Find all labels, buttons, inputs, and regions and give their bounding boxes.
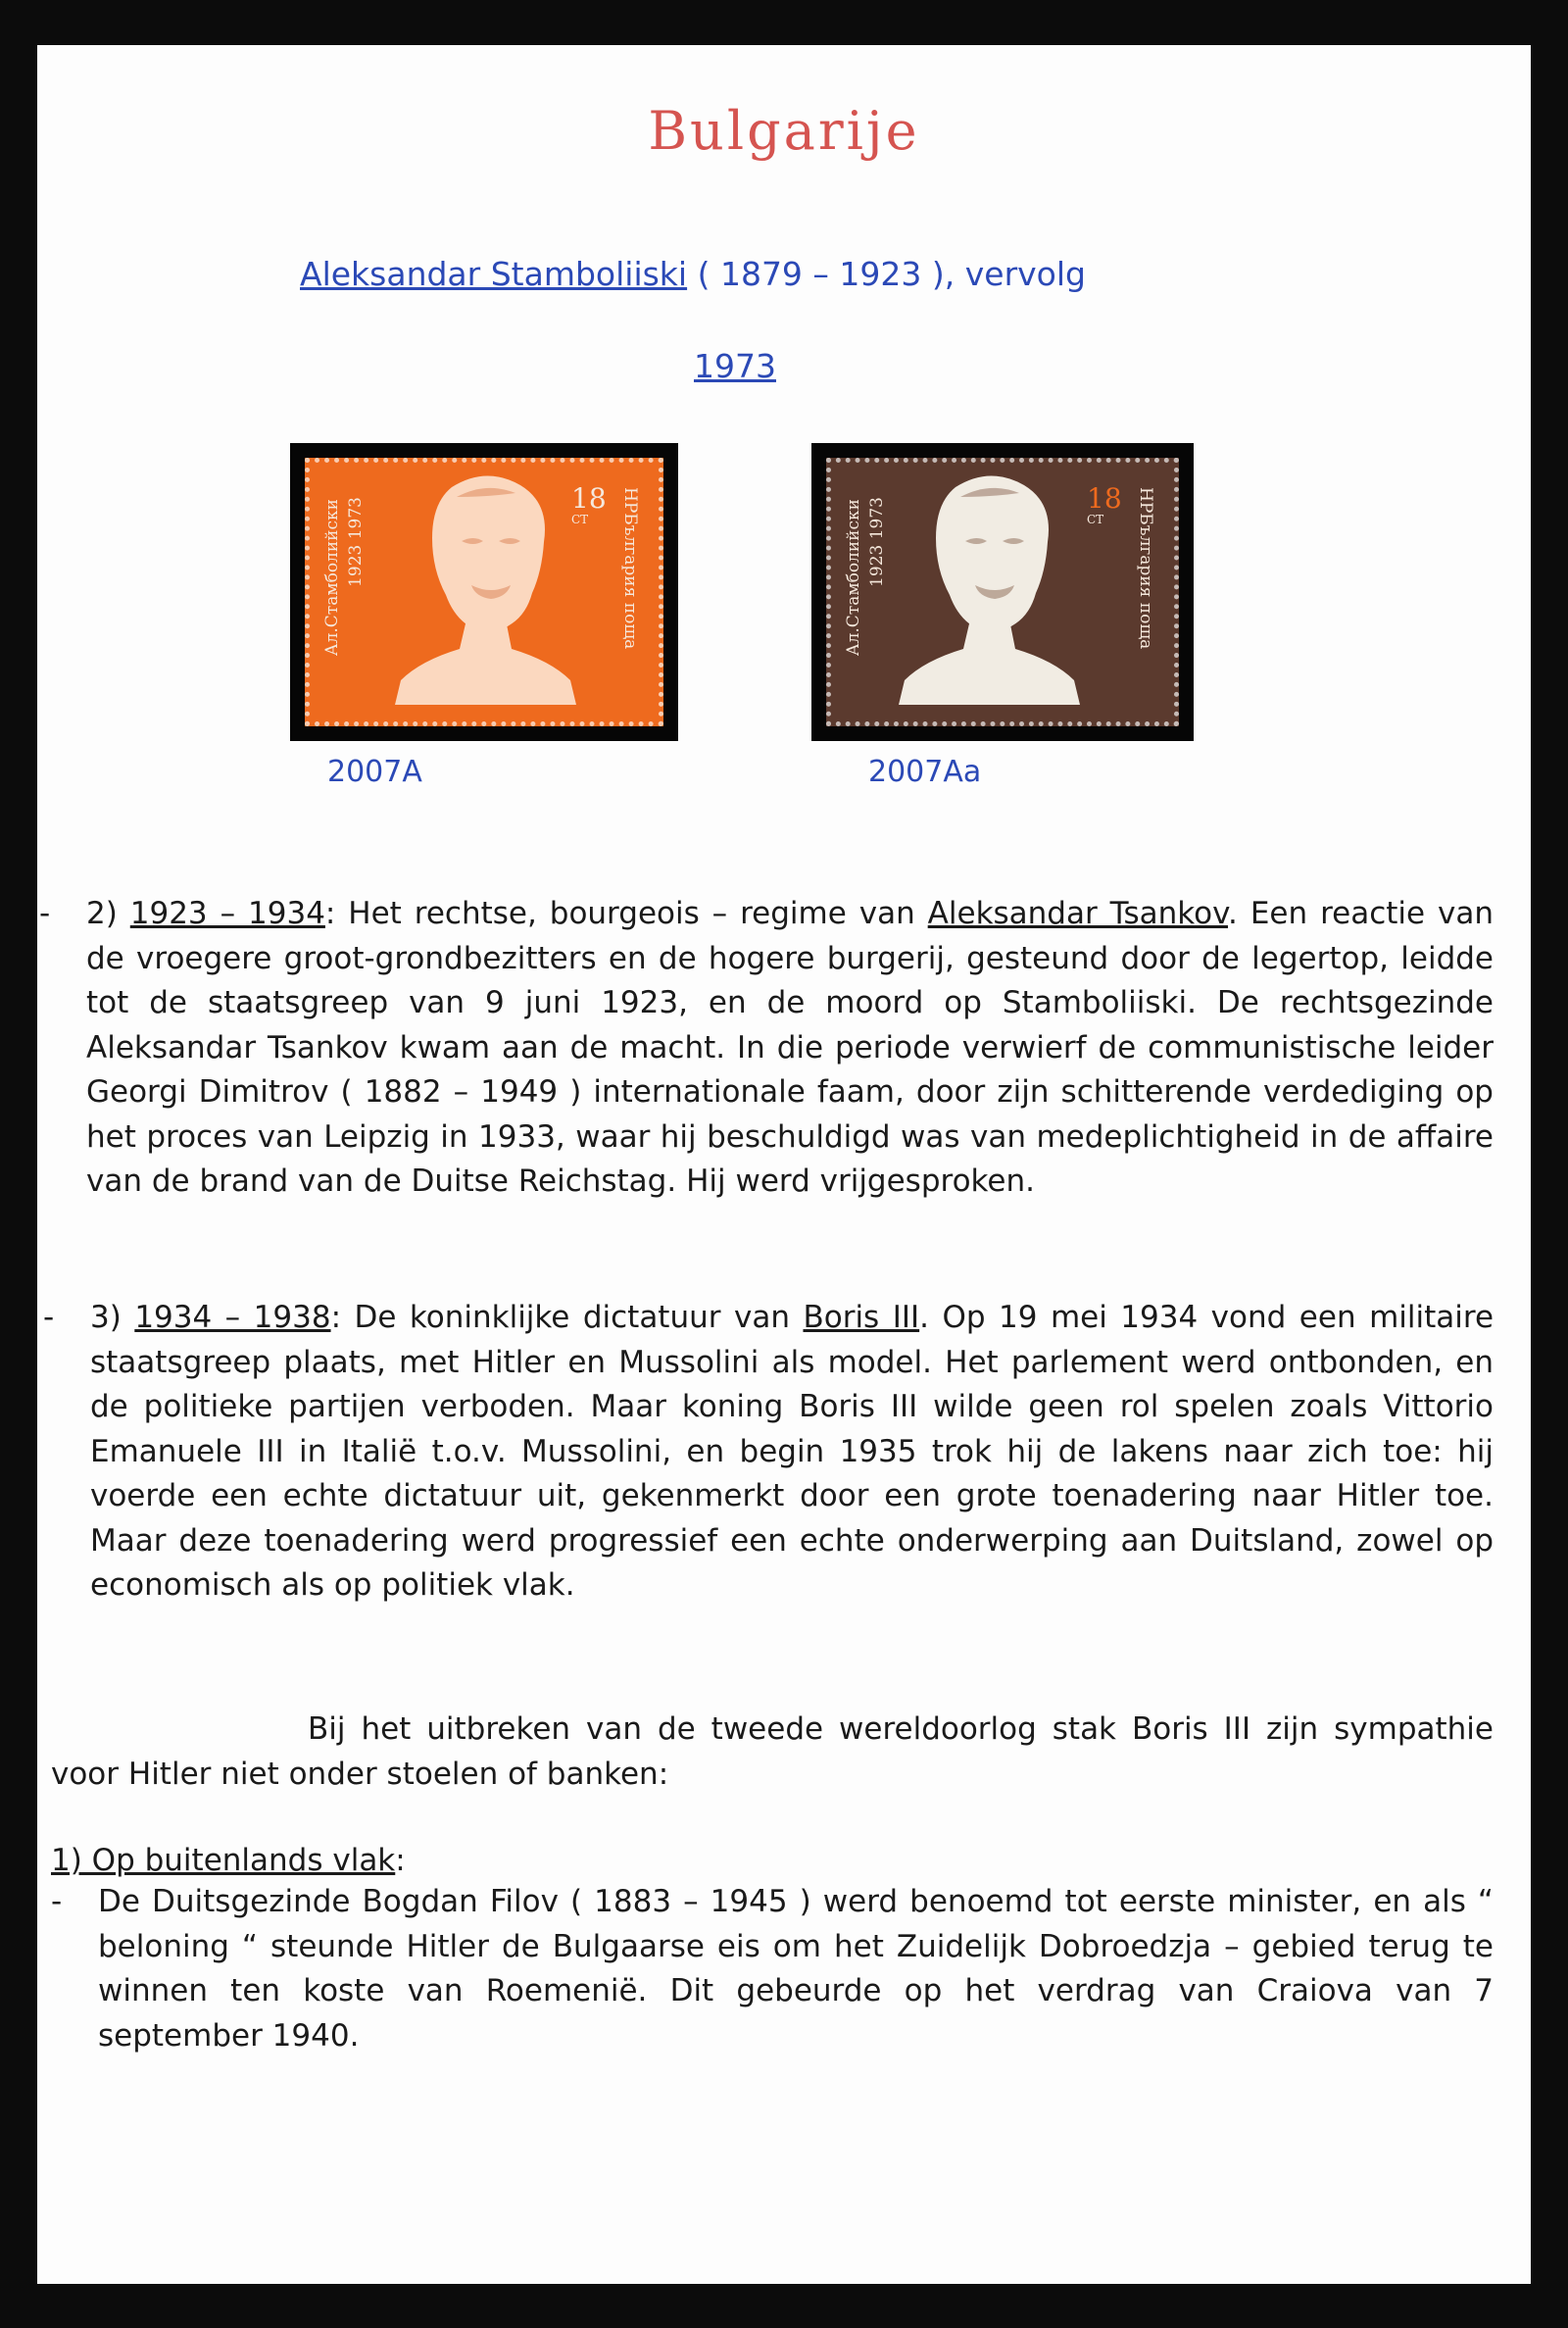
section-number: 2) — [86, 896, 130, 931]
stamp-right-text: НРБългария поща — [1136, 487, 1155, 650]
stamp-perforation — [826, 458, 1179, 726]
stamp-catalog-2: 2007Aa — [868, 755, 982, 789]
subtitle-rest: ( 1879 – 1923 ), vervolg — [687, 255, 1086, 293]
stamp-mount-1 — [290, 443, 678, 741]
stamp-mount-2 — [811, 443, 1194, 741]
page-subtitle — [300, 255, 1086, 293]
stamp-years-text: 1923 1973 — [867, 497, 887, 587]
bullet-dash: - — [43, 1300, 55, 1335]
bullet-dash: - — [51, 1884, 63, 1919]
section-1934-1938 — [90, 1296, 1494, 1609]
page-title: Bulgarije — [648, 100, 920, 162]
stamp-2007Aa — [826, 458, 1179, 726]
stamp-left-text: Ал.Стамболийски — [322, 499, 342, 657]
section-leader: Boris III — [803, 1300, 920, 1335]
section-number: 3) — [90, 1300, 135, 1335]
bullet-dash: - — [39, 896, 51, 931]
issue-year: 1973 — [694, 347, 776, 385]
foreign-heading-colon: : — [395, 1843, 406, 1878]
denomination-value: 18 — [1087, 482, 1122, 515]
section-text: : Het rechtse, bourgeois – regime van — [324, 896, 928, 931]
stamp-left-text: Ал.Стамболийски — [844, 499, 863, 657]
section-text-body: . Op 19 mei 1934 vond een militaire staatsgreep plaats, met Hitler en Mussolini als model. Het parlement werd ontbonden, en de politieke partijen verboden. Maar koning Boris III wilde geen rol spelen zoals Vittorio Emanuele III in Italië t.o.v. Mussolini, en begin 1935 trok hij de lakens naar zich toe: hij voerde een echte dictatuur uit, gekenmerkt door een grote toenadering naar Hitler toe. Maar deze toenadering werd progressief een echte onderwerping aan Duitsland, zowel op economisch als op politiek vlak. — [90, 1300, 1494, 1603]
section-text-body: . Een reactie van de vroegere groot-grondbezitters en de hogere burgerij, gesteund door de legertop, leidde tot de staatsgreep van 9 juni 1923, en de moord op Stamboliiski. De rechtsgezinde Aleksandar Tsankov kwam aan de macht. In die periode verwierf de communistische leider Georgi Dimitrov ( 1882 – 1949 ) internationale faam, door zijn schitterende verdediging op het proces van Leipzig in 1933, waar hij beschuldigd was van medeplichtigheid in de affaire van de brand van de Duitse Reichstag. Hij werd vrijgesproken. — [86, 896, 1494, 1199]
section-leader: Aleksandar Tsankov — [927, 896, 1229, 931]
section-period: 1934 – 1938 — [134, 1300, 331, 1335]
stamp-years-text: 1923 1973 — [346, 497, 366, 587]
war-paragraph: Bij het uitbreken van de tweede wereldoorlog stak Boris III zijn sympathie voor Hitler niet onder stoelen of banken: — [51, 1711, 1494, 1792]
stamp-perforation — [305, 458, 663, 726]
subtitle-name: Aleksandar Stamboliiski — [300, 255, 688, 293]
section-1923-1934 — [86, 892, 1494, 1205]
section-period: 1923 – 1934 — [129, 896, 325, 931]
foreign-heading — [51, 1839, 835, 1884]
foreign-heading-text: 1) Op buitenlands vlak — [51, 1843, 396, 1878]
denomination-unit: CT — [571, 513, 589, 526]
foreign-policy-text: De Duitsgezinde Bogdan Filov ( 1883 – 1945 ) werd benoemd tot eerste minister, en als “ beloning “ steunde Hitler de Bulgaarse eis om het Zuidelijk Dobroedzja – gebied terug te winnen ten koste van Roemenië. Dit gebeurde op het verdrag van Craiova van 7 september 1940. — [98, 1884, 1494, 2054]
stamp-2007A — [305, 458, 663, 726]
denomination-value: 18 — [571, 482, 607, 515]
album-page — [37, 45, 1531, 2284]
section-text: : De koninklijke dictatuur van — [330, 1300, 804, 1335]
denomination-unit: CT — [1087, 513, 1104, 526]
stamp-right-text: НРБългария поща — [620, 487, 640, 650]
stamp-catalog-1: 2007A — [327, 755, 422, 789]
